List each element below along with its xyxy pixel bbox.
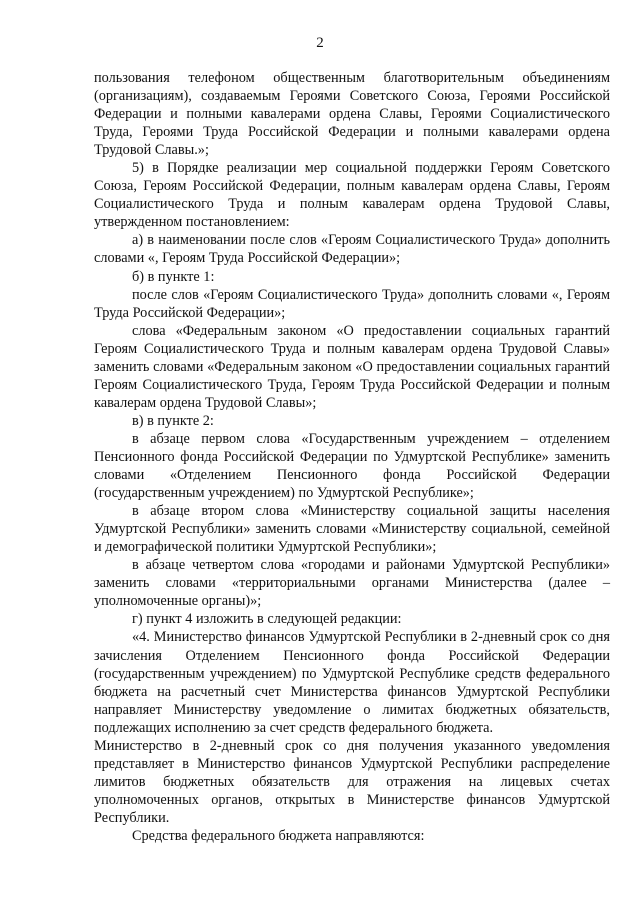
paragraph-clause-4: «4. Министерство финансов Удмуртской Республики в 2-дневный срок со дня зачисления Отделением Пенсионного фонда Российской Федерации (государственным учреждением) по Удмуртской Республике средств федерального бюджета на расчетный счет Министерства финансов Удмуртской Республики направляет Министерству уведомление о лимитах бюджетных обязательств, подлежащих исполнению за счет средств федерального бюджета. (94, 629, 610, 736)
paragraph-item-g: г) пункт 4 изложить в следующей редакции: (132, 611, 402, 628)
paragraph-b-insert: после слов «Героям Социалистического Труда» дополнить словами «, Героям Труда Российской Федерации»; (94, 286, 610, 321)
paragraph-v-second: в абзаце втором слова «Министерству социальной защиты населения Удмуртской Республики» заменить словами «Министерству социальной, семейной и демографической политики Удмуртской Республики»; (94, 503, 610, 556)
paragraph-item-5: 5) в Порядке реализации мер социальной поддержки Героям Советского Союза, Героям Российской Федерации, полным кавалерам ордена Славы, Героям Социалистического Труда и полным кавалерам ордена Трудовой Славы, утвержденном постановлением: (94, 160, 610, 231)
paragraph-item-v: в) в пункте 2: (132, 412, 214, 429)
paragraph-b-replace: слова «Федеральным законом «О предоставлении социальных гарантий Героям Социалистического Труда и полным кавалерам ордена Трудовой Славы» заменить словами «Федеральным законом «О предоставлении социальных гарантий Героям Социалистического Труда, Героям Труда Российской Федерации и полным кавалерам ордена Трудовой Славы»; (94, 322, 610, 411)
paragraph-clause-4-continued: Министерство в 2-дневный срок со дня получения указанного уведомления представляет в Министерство финансов Удмуртской Республики распределение лимитов бюджетных обязательств для отражения на лицевых счетах уполномоченных органов, открытых в Министерстве финансов Удмуртской Республики. (94, 737, 610, 826)
paragraph-v-fourth: в абзаце четвертом слова «городами и районами Удмуртской Республики» заменить словами «территориальными органами Министерства (далее – уполномоченные органы)»; (94, 557, 610, 610)
page-number: 2 (316, 35, 324, 51)
paragraph-federal-funds: Средства федерального бюджета направляются: (132, 827, 425, 844)
paragraph-item-a: а) в наименовании после слов «Героям Социалистического Труда» дополнить словами «, Героям Труда Российской Федерации»; (94, 232, 610, 267)
document-body (94, 69, 610, 845)
paragraph-item-b: б) в пункте 1: (132, 268, 215, 285)
paragraph-v-first: в абзаце первом слова «Государственным учреждением – отделением Пенсионного фонда Российской Федерации по Удмуртской Республике» заменить словами «Отделением Пенсионного фонда Российской Федерации (государственным учреждением) по Удмуртской Республике»; (94, 430, 610, 502)
paragraph-continuation: пользования телефоном общественным благотворительным объединениям (организациям), создаваемым Героями Советского Союза, Героями Российской Федерации и полными кавалерами ордена Славы, Героями Социалистического Труда, Героями Труда Российской Федерации и полными кавалерами ордена Трудовой Славы.»; (94, 70, 610, 159)
